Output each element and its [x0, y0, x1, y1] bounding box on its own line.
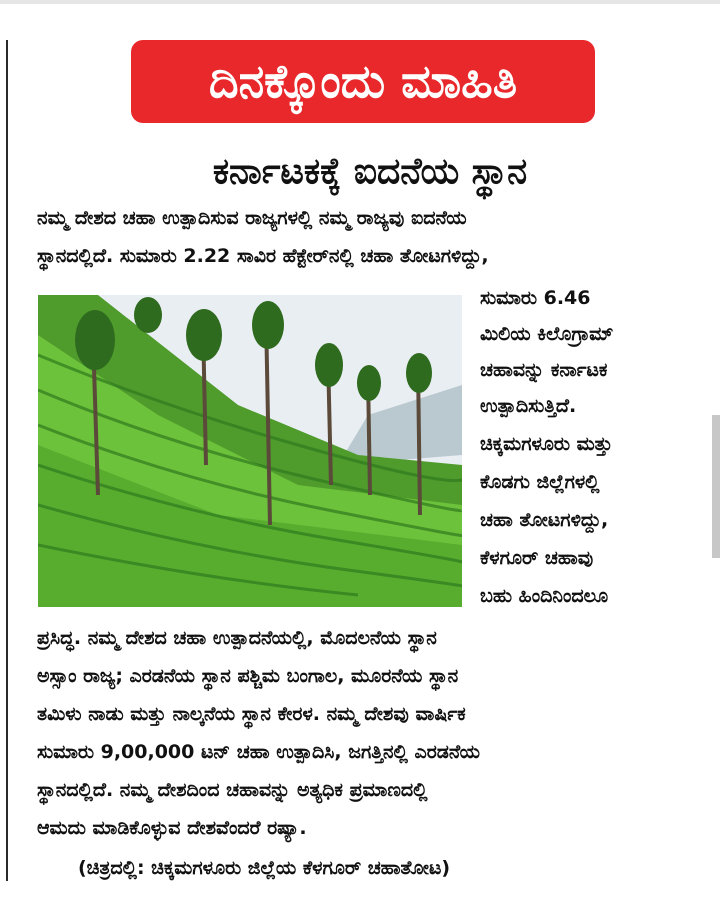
article-headline: ಕರ್ನಾಟಕಕ್ಕೆ ಐದನೆಯ ಸ್ಥಾನ [212, 151, 528, 192]
intro-line: ಸ್ಥಾನದಲ್ಲಿದೆ. ಸುಮಾರು 2.22 ಸಾವಿರ ಹೆಕ್ಟೇರ್‌ನಲ್ಲಿ ಚಹಾ ತೋಟಗಳಿದ್ದು, [37, 245, 489, 267]
side-line: ಕೊಡಗು ಜಿಲ್ಲೆಗಳಲ್ಲಿ [480, 471, 600, 493]
side-tab [712, 415, 720, 558]
side-line: ಕೆಳಗೂರ್ ಚಹಾವು [480, 547, 594, 569]
tea-plantation-illustration [38, 295, 462, 607]
body-line: ಸುಮಾರು 9,00,000 ಟನ್ ಚಹಾ ಉತ್ಪಾದಿಸಿ, ಜಗತ್ತಿನಲ್ಲಿ ಎರಡನೆಯ [37, 741, 480, 763]
side-line: ಚಹಾವನ್ನು ಕರ್ನಾಟಕ [480, 359, 608, 381]
banner-title: ದಿನಕ್ಕೊಂದು ಮಾಹಿತಿ [208, 53, 518, 108]
side-line: ಸುಮಾರು 6.46 [480, 287, 591, 309]
side-line: ಉತ್ಪಾದಿಸುತ್ತಿದೆ. [480, 395, 577, 417]
side-line: ಚಹಾ ತೋಟಗಳಿದ್ದು, [480, 509, 609, 531]
intro-line: ನಮ್ಮ ದೇಶದ ಚಹಾ ಉತ್ಪಾದಿಸುವ ರಾಜ್ಯಗಳಲ್ಲಿ ನಮ್ಮ ರಾಜ್ಯವು ಐದನೆಯ [37, 207, 467, 229]
body-line: ತಮಿಳು ನಾಡು ಮತ್ತು ನಾಲ್ಕನೆಯ ಸ್ಥಾನ ಕೇರಳ. ನಮ್ಮ ದೇಶವು ವಾರ್ಷಿಕ [37, 703, 466, 725]
column-rule [6, 40, 8, 881]
body-line: ಅಸ್ಸಾಂ ರಾಜ್ಯ; ಎರಡನೆಯ ಸ್ಥಾನ ಪಶ್ಚಿಮ ಬಂಗಾಲ, ಮೂರನೆಯ ಸ್ಥಾನ [37, 665, 459, 687]
section-banner [131, 40, 595, 123]
side-line: ಮಿಲಿಯ ಕಿಲೊಗ್ರಾಮ್ [480, 323, 614, 345]
photo-caption: (ಚಿತ್ರದಲ್ಲಿ: ಚಿಕ್ಕಮಗಳೂರು ಜಿಲ್ಲೆಯ ಕೆಳಗೂರ್ ಚಹಾತೋಟ) [78, 857, 451, 879]
side-line: ಚಿಕ್ಕಮಗಳೂರು ಮತ್ತು [480, 433, 613, 455]
body-line: ಆಮದು ಮಾಡಿಕೊಳ್ಳುವ ದೇಶವೆಂದರೆ ರಷ್ಯಾ. [37, 817, 307, 839]
top-rule [0, 0, 720, 4]
body-line: ಪ್ರಸಿದ್ಧ. ನಮ್ಮ ದೇಶದ ಚಹಾ ಉತ್ಪಾದನೆಯಲ್ಲಿ, ಮೊದಲನೆಯ ಸ್ಥಾನ [37, 627, 437, 649]
tea-plantation-photo [38, 295, 462, 607]
body-line: ಸ್ಥಾನದಲ್ಲಿದೆ. ನಮ್ಮ ದೇಶದಿಂದ ಚಹಾವನ್ನು ಅತ್ಯಧಿಕ ಪ್ರಮಾಣದಲ್ಲಿ [37, 779, 428, 801]
side-line: ಬಹು ಹಿಂದಿನಿಂದಲೂ [480, 585, 609, 607]
